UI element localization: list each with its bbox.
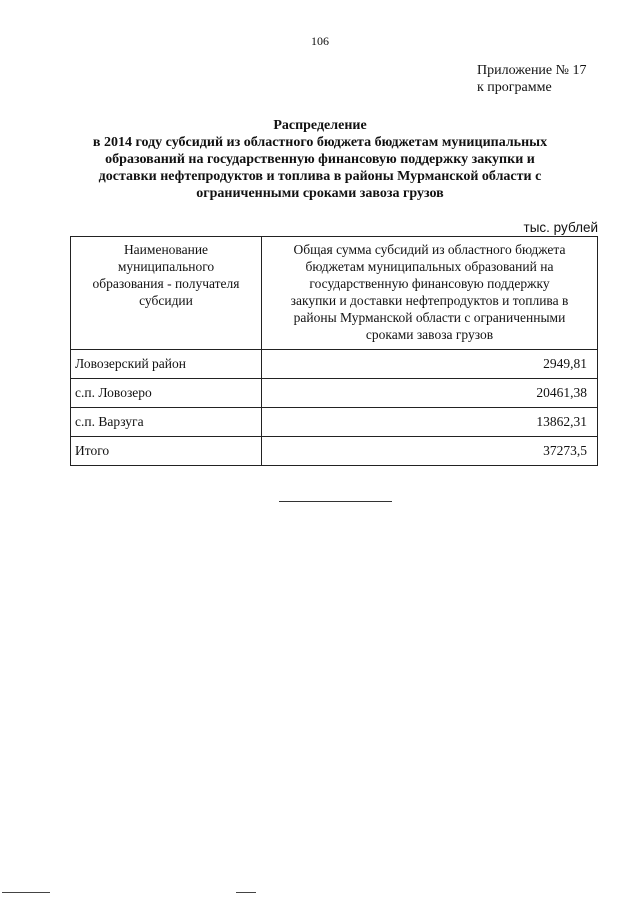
total-row — [71, 437, 598, 466]
title-line: Распределение — [273, 118, 367, 133]
municipality-name: Ловозерский район — [71, 350, 262, 379]
footer-divider — [2, 892, 50, 893]
footer-divider — [236, 892, 256, 893]
end-divider — [279, 501, 392, 502]
appendix-number: Приложение № 17 — [477, 63, 587, 78]
subsidy-amount: 13862,31 — [262, 408, 598, 437]
table-header-row — [71, 237, 598, 350]
appendix-label — [477, 62, 587, 96]
title-line: ограниченными сроками завоза грузов — [196, 186, 444, 201]
appendix-program: к программе — [477, 80, 552, 95]
page-number: 106 — [311, 34, 329, 48]
municipality-name: с.п. Варзуга — [71, 408, 262, 437]
title-line: в 2014 году субсидий из областного бюджета бюджетам муниципальных — [92, 135, 548, 150]
table-row — [71, 379, 598, 408]
title-line: доставки нефтепродуктов и топлива в районы Мурманской области с — [98, 169, 542, 184]
total-amount: 37273,5 — [262, 437, 598, 466]
subsidy-amount: 20461,38 — [262, 379, 598, 408]
title-line: образований на государственную финансовую поддержку закупки и — [105, 152, 535, 167]
subsidy-amount: 2949,81 — [262, 350, 598, 379]
total-label: Итого — [71, 437, 262, 466]
header-municipality: Наименование муниципального образования - получателя субсидии — [71, 237, 262, 350]
document-title — [60, 117, 580, 202]
units-label: тыс. рублей — [523, 220, 598, 235]
municipality-name: с.п. Ловозеро — [71, 379, 262, 408]
subsidy-table — [70, 236, 598, 466]
table-row — [71, 350, 598, 379]
table-row — [71, 408, 598, 437]
header-total-amount: Общая сумма субсидий из областного бюджета бюджетам муниципальных образований на государственную финансовую поддержку закупки и доставки нефтепродуктов и топлива в районы Мурманской области с ограниченными сроками завоза грузов — [262, 237, 598, 350]
